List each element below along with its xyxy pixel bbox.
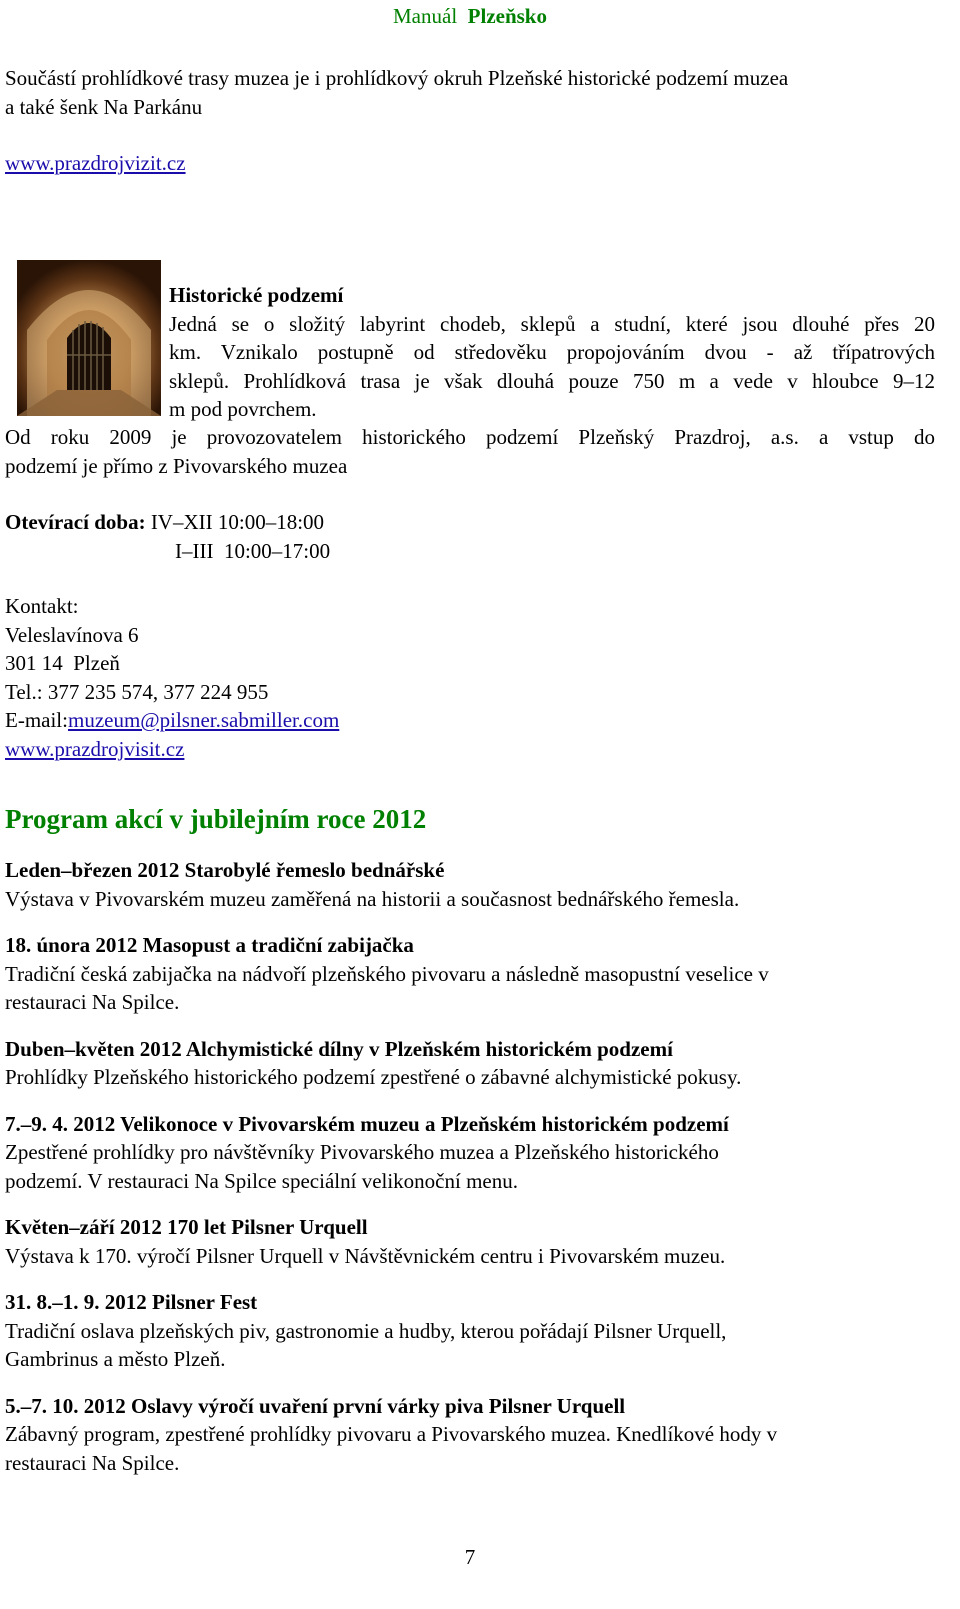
historic-line-2: km. Vznikalo postupně od středověku propojováním dvou - až třípatrových	[169, 340, 935, 364]
contact-block	[5, 592, 935, 763]
historic-line-4: m pod povrchem.	[169, 397, 317, 421]
event-item	[5, 1392, 935, 1478]
event-item	[5, 1213, 935, 1270]
opening-hours	[5, 508, 935, 565]
web-link[interactable]: www.prazdrojvisit.cz	[5, 736, 185, 761]
event-description-line: restauraci Na Spilce.	[5, 990, 180, 1014]
event-title: 5.–7. 10. 2012 Oslavy výročí uvaření první várky piva Pilsner Urquell	[5, 1393, 626, 1418]
event-description-line: Výstava k 170. výročí Pilsner Urquell v Návštěvnickém centru i Pivovarském muzeu.	[5, 1243, 726, 1268]
page-header	[5, 2, 935, 31]
underground-photo	[17, 260, 161, 416]
hours-row-2: I–III 10:00–17:00	[175, 538, 331, 563]
contact-label: Kontakt:	[5, 594, 79, 618]
event-description-line: Tradiční česká zabijačka na nádvoří plzeňského pivovaru a následně masopustní veselice v	[5, 961, 769, 986]
header-region: Plzeňsko	[467, 4, 547, 28]
event-title: 7.–9. 4. 2012 Velikonoce v Pivovarském muzeu a Plzeňském historickém podzemí	[5, 1111, 729, 1136]
event-item	[5, 1035, 935, 1092]
event-description-line: restauraci Na Spilce.	[5, 1450, 180, 1475]
event-description-line: podzemí. V restauraci Na Spilce speciální velikonoční menu.	[5, 1168, 518, 1193]
contact-tel: Tel.: 377 235 574, 377 224 955	[5, 679, 269, 704]
event-description-line: Prohlídky Plzeňského historického podzemí zpestřené o zábavné alchymistické pokusy.	[5, 1065, 742, 1089]
historic-line-1: Jedná se o složitý labyrint chodeb, sklepů a studní, které jsou dlouhé přes 20	[169, 311, 935, 336]
operator-line-1: Od roku 2009 je provozovatelem historického podzemí Plzeňský Prazdroj, a.s. a vstup do	[5, 425, 935, 449]
historic-title: Historické podzemí	[169, 283, 344, 307]
event-title: Květen–září 2012 170 let Pilsner Urquell	[5, 1215, 368, 1239]
contact-city: 301 14 Plzeň	[5, 651, 120, 675]
email-label: E-mail:	[5, 708, 68, 732]
email-link[interactable]: muzeum@pilsner.sabmiller.com	[67, 708, 340, 732]
event-list	[5, 856, 935, 1495]
event-title: 18. února 2012 Masopust a tradiční zabijačka	[5, 933, 414, 957]
event-description-line: Zábavný program, zpestřené prohlídky pivovaru a Pivovarského muzea. Knedlíkové hody v	[5, 1422, 778, 1446]
event-description-line: Výstava v Pivovarském muzeu zaměřená na historii a současnost bednářského řemesla.	[5, 886, 740, 911]
program-heading: Program akcí v jubilejním roce 2012	[5, 804, 427, 834]
historic-section	[169, 281, 935, 424]
event-title: Leden–březen 2012 Starobylé řemeslo bednářské	[5, 858, 445, 882]
event-item	[5, 1288, 935, 1374]
page-number: 7	[464, 1545, 476, 1569]
intro-line-1: Součástí prohlídkové trasy muzea je i prohlídkový okruh Plzeňské historické podzemí muzea	[5, 66, 789, 90]
hours-label: Otevírací doba:	[5, 510, 146, 534]
event-title: 31. 8.–1. 9. 2012 Pilsner Fest	[5, 1290, 258, 1314]
event-description-line: Tradiční oslava plzeňských piv, gastronomie a hudby, kterou pořádají Pilsner Urquell,	[5, 1318, 727, 1343]
event-title: Duben–květen 2012 Alchymistické dílny v Plzeňském historickém podzemí	[5, 1036, 673, 1061]
event-item	[5, 931, 935, 1017]
operator-paragraph	[5, 423, 935, 480]
tunnel-image	[17, 260, 161, 416]
operator-line-2: podzemí je přímo z Pivovarského muzea	[5, 453, 348, 478]
hours-row-1: IV–XII 10:00–18:00	[150, 510, 325, 534]
event-item	[5, 1110, 935, 1196]
event-item	[5, 856, 935, 913]
intro-paragraph	[5, 64, 935, 121]
header-manual: Manuál	[393, 4, 458, 28]
intro-link[interactable]: www.prazdrojvizit.cz	[5, 151, 186, 175]
event-description-line: Zpestřené prohlídky pro návštěvníky Pivovarského muzea a Plzeňského historického	[5, 1140, 719, 1164]
intro-line-2: a také šenk Na Parkánu	[5, 94, 203, 119]
event-description-line: Gambrinus a město Plzeň.	[5, 1347, 226, 1371]
contact-street: Veleslavínova 6	[5, 622, 139, 647]
historic-line-3: sklepů. Prohlídková trasa je však dlouhá pouze 750 m a vede v hloubce 9–12	[169, 368, 935, 393]
